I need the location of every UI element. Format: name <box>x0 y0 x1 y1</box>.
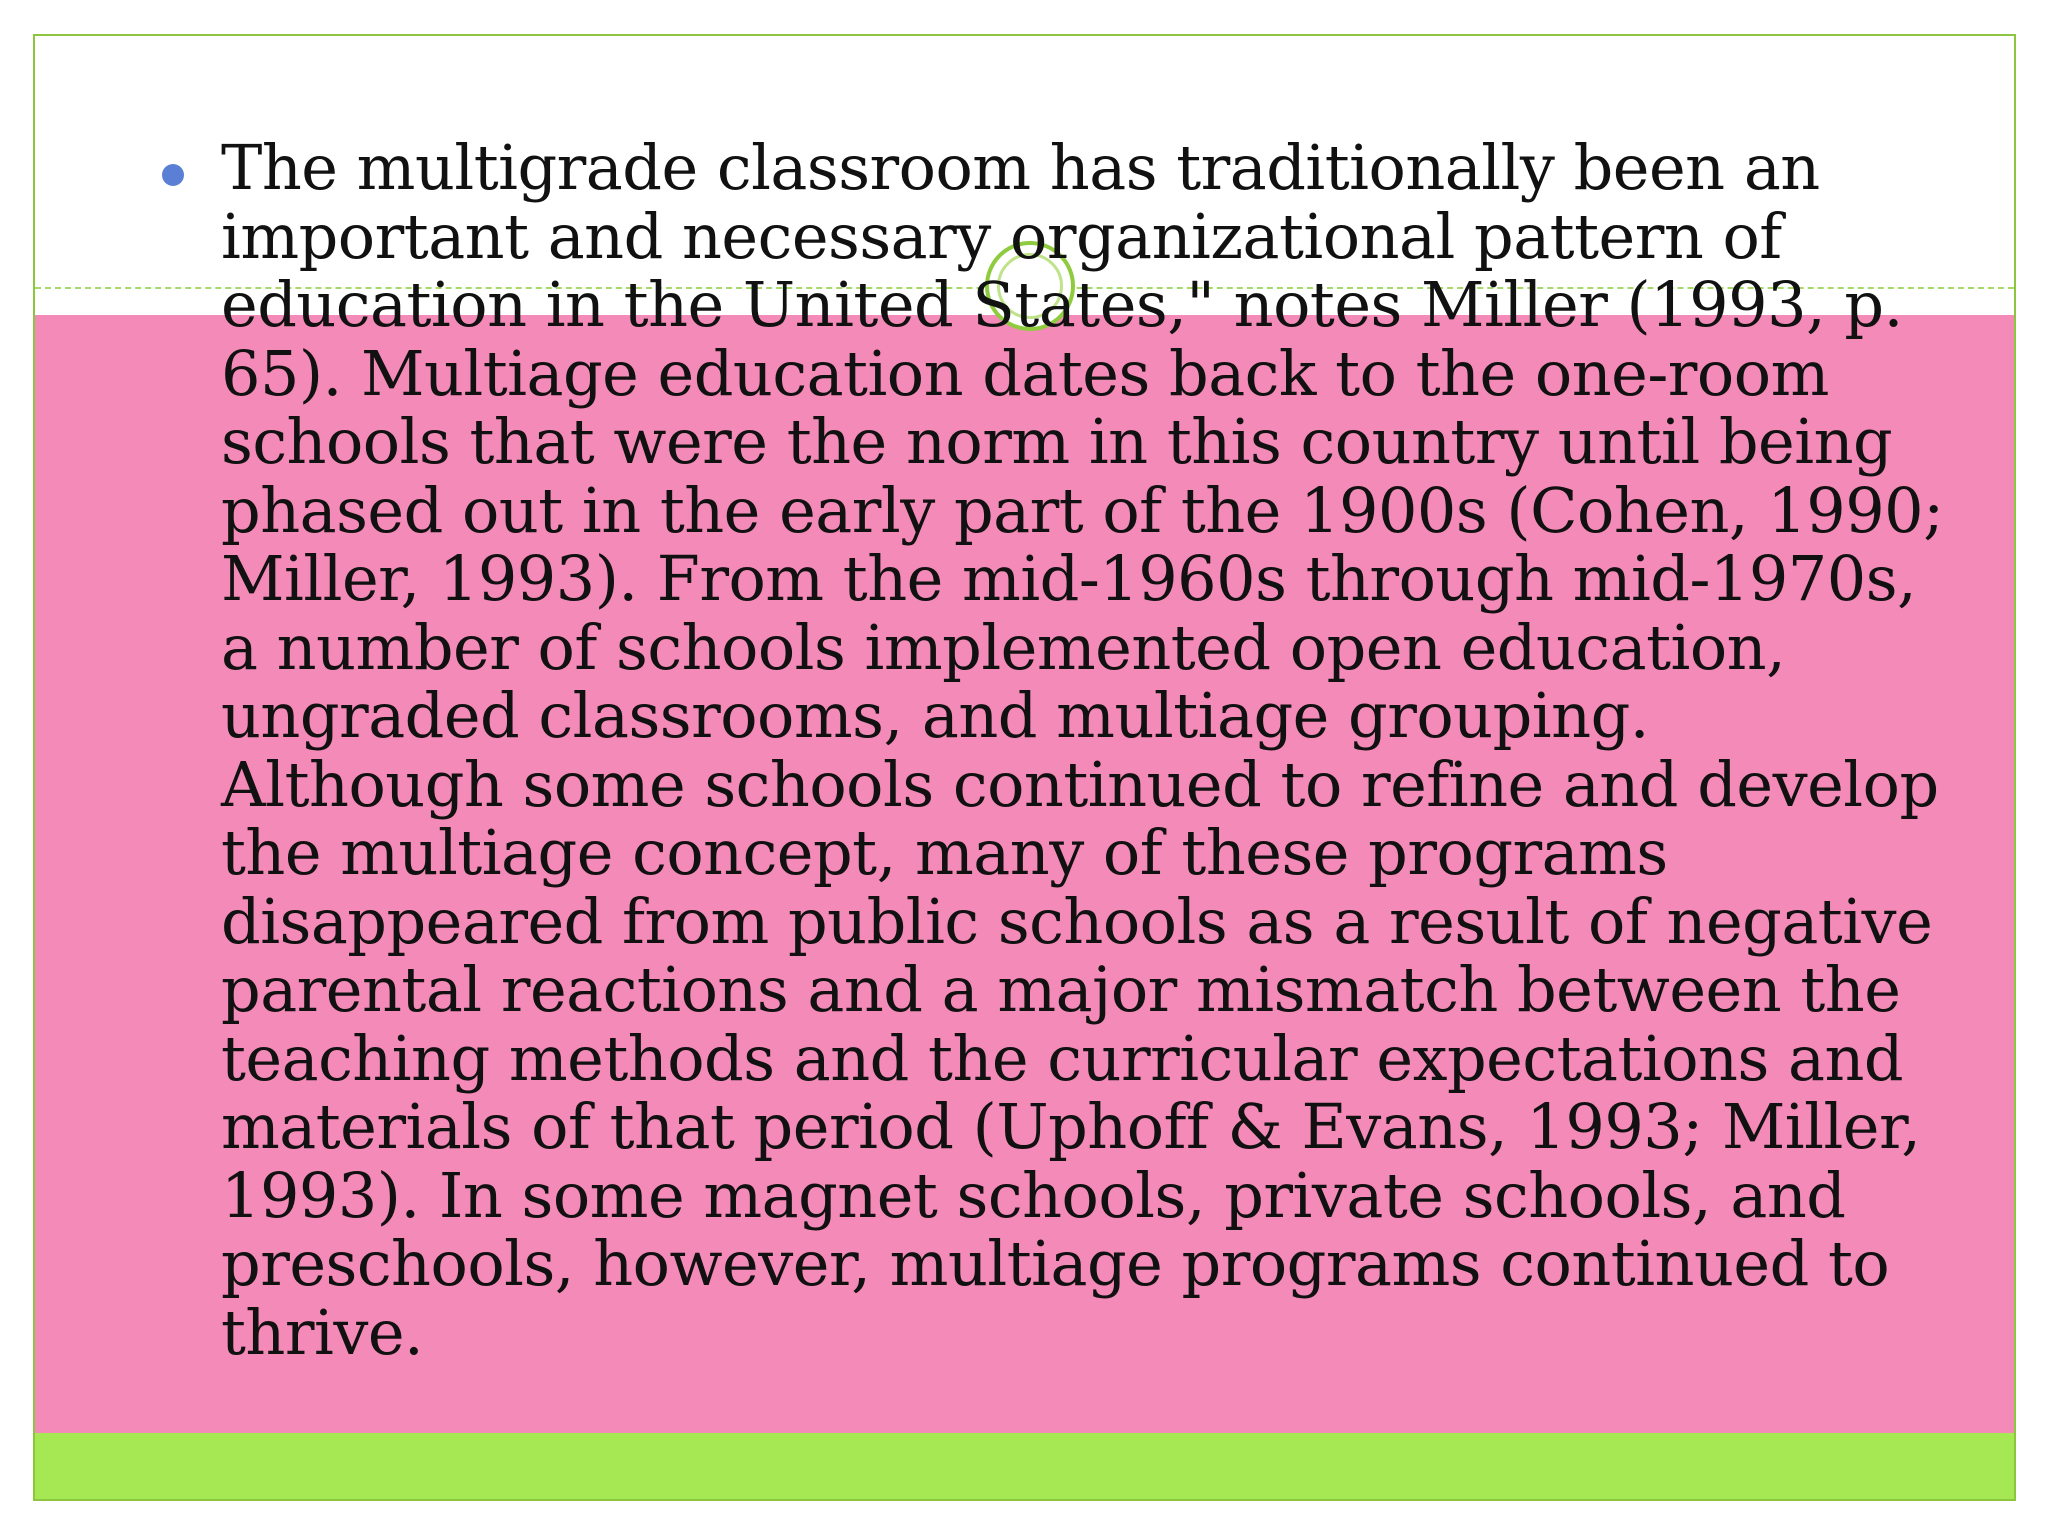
bullet-item <box>143 131 2003 1369</box>
slide <box>33 34 2016 1501</box>
bullet-text: The multigrade classroom has traditionally been an important and necessary organizational pattern of education in the United States," notes Miller (1993, p. 65). Multiage education dates back to the one-room schools that were the norm in this country until being phased out in the early part of the 1900s (Cohen, 1990; Miller, 1993). From the mid-1960s through mid-1970s, a number of schools implemented open education, ungraded classrooms, and multiage grouping. Although some schools continued to refine and develop the multiage concept, many of these programs disappeared from public schools as a result of negative parental reactions and a major mismatch between the teaching methods and the curricular expectations and materials of that period (Uphoff & Evans, 1993; Miller, 1993). In some magnet schools, private schools, and preschools, however, multiage programs continued to thrive. <box>221 131 1944 1369</box>
bullet-dot-icon <box>162 164 184 186</box>
green-footer-band <box>35 1433 2014 1501</box>
slide-body <box>143 131 2003 1369</box>
